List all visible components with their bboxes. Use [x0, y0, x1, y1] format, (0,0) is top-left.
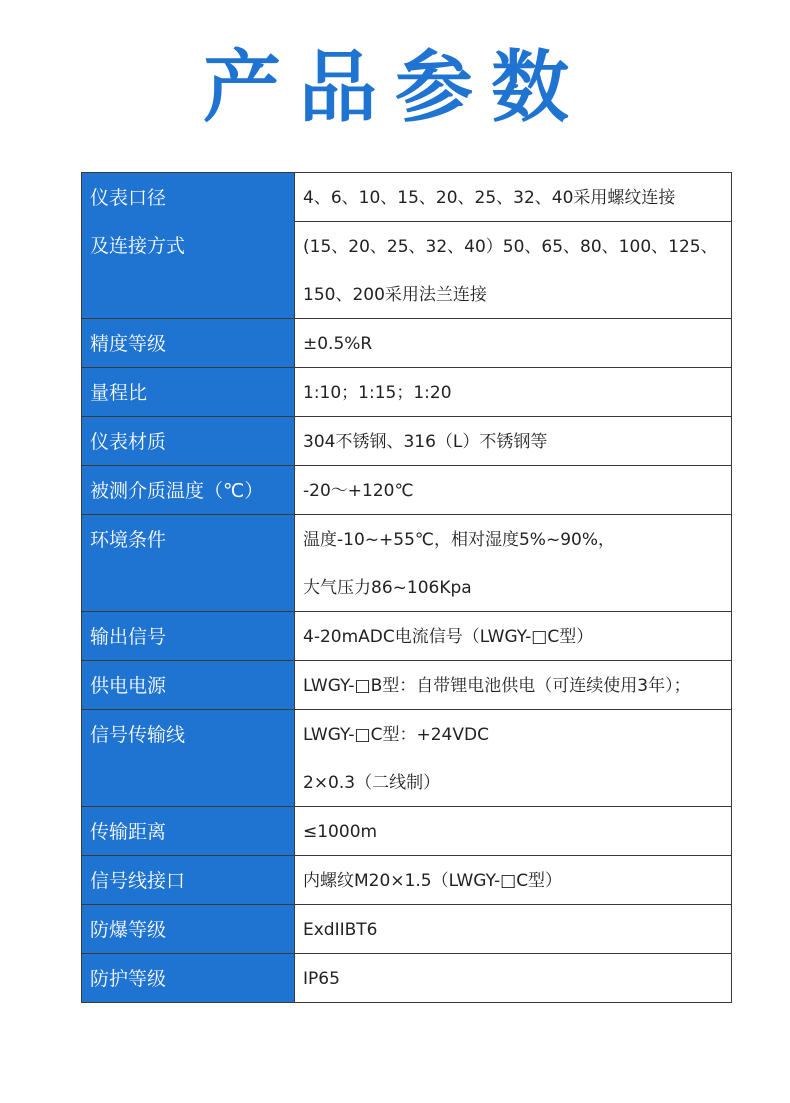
spec-key-text: 仪表口径	[90, 187, 167, 209]
spec-key-text: 精度等级	[90, 333, 167, 355]
spec-key-text: 防爆等级	[90, 919, 167, 941]
spec-value	[295, 515, 732, 612]
spec-key-text: 量程比	[90, 382, 148, 404]
table-row	[82, 807, 732, 856]
spec-value-text: 内螺纹M20×1.5（LWGY-□C型）	[303, 871, 563, 891]
table-row	[82, 417, 732, 466]
spec-value-text: LWGY-□C型：+24VDC	[303, 725, 489, 745]
spec-value-text: 2×0.3（二线制）	[303, 773, 441, 793]
spec-value	[295, 173, 732, 319]
spec-value-text: (15、20、25、32、40）50、65、80、100、125、	[295, 221, 731, 270]
table-row	[82, 368, 732, 417]
spec-key-text: 仪表材质	[90, 431, 167, 453]
spec-value	[295, 368, 732, 417]
spec-value-text: 1:10；1:15；1:20	[303, 383, 452, 403]
spec-value-text: LWGY-□B型：自带锂电池供电（可连续使用3年）；	[303, 676, 691, 696]
spec-key-text: 输出信号	[90, 626, 167, 648]
spec-key	[82, 319, 295, 368]
spec-value-text: 4-20mADC电流信号（LWGY-□C型）	[303, 627, 594, 647]
spec-value-text: ≤1000m	[303, 822, 378, 842]
spec-value	[295, 807, 732, 856]
table-row	[82, 856, 732, 905]
spec-key	[82, 954, 295, 1003]
spec-key-text: 供电电源	[90, 675, 167, 697]
spec-key-text: 防护等级	[90, 968, 167, 990]
spec-value	[295, 954, 732, 1003]
table-row	[82, 173, 732, 319]
spec-key	[82, 905, 295, 954]
spec-value	[295, 710, 732, 807]
spec-key	[82, 368, 295, 417]
table-row	[82, 612, 732, 661]
spec-value-text: 150、200采用法兰连接	[303, 285, 487, 305]
spec-key	[82, 515, 295, 612]
table-row	[82, 710, 732, 807]
table-row	[82, 954, 732, 1003]
table-row	[82, 466, 732, 515]
spec-value-text: IP65	[303, 969, 340, 989]
spec-key-text: 传输距离	[90, 821, 167, 843]
spec-value-text: 304不锈钢、316（L）不锈钢等	[303, 432, 548, 452]
spec-value	[295, 856, 732, 905]
spec-value	[295, 466, 732, 515]
spec-value	[295, 417, 732, 466]
spec-key	[82, 417, 295, 466]
spec-key	[82, 856, 295, 905]
table-row	[82, 515, 732, 612]
table-row	[82, 905, 732, 954]
table-row	[82, 661, 732, 710]
spec-value	[295, 319, 732, 368]
spec-key-text: 信号线接口	[90, 870, 186, 892]
spec-value	[295, 661, 732, 710]
spec-key	[82, 661, 295, 710]
spec-key-text: 信号传输线	[90, 724, 186, 746]
spec-key-text: 环境条件	[90, 529, 167, 551]
spec-key	[82, 710, 295, 807]
spec-key	[82, 612, 295, 661]
spec-value	[295, 612, 732, 661]
spec-table	[81, 172, 732, 1003]
spec-value-text: ExdIIBT6	[303, 920, 378, 940]
spec-key-text: 及连接方式	[90, 235, 186, 257]
spec-value	[295, 905, 732, 954]
page-title: 产品参数	[202, 43, 587, 133]
spec-key	[82, 173, 295, 319]
spec-value-text: ±0.5%R	[303, 334, 373, 354]
spec-key	[82, 466, 295, 515]
spec-value-text: -20～+120℃	[303, 481, 414, 501]
table-row	[82, 319, 732, 368]
spec-key-text: 被测介质温度（℃）	[90, 480, 264, 502]
spec-value-text: 温度-10~+55℃，相对湿度5%~90%，	[303, 530, 615, 550]
spec-key	[82, 807, 295, 856]
spec-value-text: 4、6、10、15、20、25、32、40采用螺纹连接	[303, 188, 676, 208]
spec-value-text: 大气压力86~106Kpa	[303, 578, 472, 598]
